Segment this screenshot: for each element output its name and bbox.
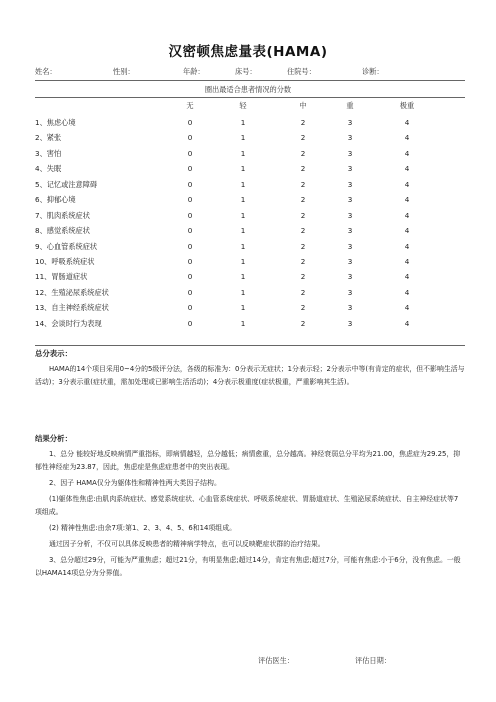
score-option[interactable]: 3	[347, 318, 353, 328]
result-paragraph: 2、因子 HAMA仅分为躯体性和精神性两大类因子结构。	[49, 479, 221, 487]
score-option[interactable]: 1	[240, 226, 246, 236]
score-option[interactable]: 1	[240, 179, 246, 189]
score-option[interactable]: 2	[300, 303, 306, 313]
result-paragraph: (2) 精神性焦虑:由余7项:第1、2、3、4、5、6和14项组成。	[49, 524, 236, 532]
result-analysis-heading: 结果分析：	[35, 434, 72, 443]
score-option[interactable]: 4	[404, 210, 410, 220]
scale-item-row	[35, 240, 465, 255]
score-option[interactable]: 2	[300, 164, 306, 174]
score-option[interactable]: 0	[187, 148, 193, 158]
evaluating-doctor-label: 评估医生：	[258, 656, 294, 665]
scale-item-label: 6、抑郁心境	[35, 195, 76, 205]
score-option[interactable]: 0	[187, 179, 193, 189]
result-paragraph: (1)躯体性焦虑:由肌肉系统症状、感觉系统症状、心血管系统症状、呼吸系统症状、胃肠道症状、生殖泌尿系统症状、自主神经症状等7项组成。	[35, 495, 459, 516]
score-option[interactable]: 3	[347, 148, 353, 158]
score-option[interactable]: 0	[187, 303, 193, 313]
score-option[interactable]: 4	[404, 256, 410, 266]
scale-item-row	[35, 147, 465, 162]
scale-item-label: 12、生殖泌尿系统症状	[35, 287, 109, 297]
score-option[interactable]: 2	[300, 133, 306, 143]
score-option[interactable]: 2	[300, 210, 306, 220]
scale-item-label: 8、感觉系统症状	[35, 226, 90, 236]
result-paragraph: 通过因子分析，不仅可以具体反映患者的精神病学特点，也可以反映靶症状群的治疗结果。	[49, 540, 325, 548]
info-gender-label: 性别：	[113, 67, 135, 76]
scale-item-row	[35, 209, 465, 224]
result-analysis-section	[35, 432, 465, 580]
result-paragraph: 1、总分 能较好地反映病情严重指标，即病情越轻，总分越低；病情愈重，总分越高。神经衰弱总分平均为21.00，焦虑症为29.25，抑郁性神经症为23.87，因此，焦虑症是焦虑症患者中的突出表现。	[35, 450, 461, 471]
score-option[interactable]: 2	[300, 118, 306, 127]
score-option[interactable]: 4	[404, 195, 410, 205]
score-option[interactable]: 3	[347, 164, 353, 174]
score-option[interactable]: 1	[240, 164, 246, 174]
scale-item-label: 3、害怕	[35, 148, 62, 158]
score-option[interactable]: 2	[300, 226, 306, 236]
total-score-text: HAMA的14个项目采用0~4分的5级评分法，各级的标准为：0分表示无症状；1分表示轻；2分表示中等(有肯定的症状，但不影响生活与活动)；3分表示重(症状重，需加处理或已影响生活活动)；4分表示极重度(症状极重，严重影响其生活)。	[35, 365, 465, 386]
score-option[interactable]: 0	[187, 226, 193, 236]
score-option[interactable]: 4	[404, 241, 410, 251]
col-header-mild: 轻	[239, 101, 247, 110]
score-option[interactable]: 4	[404, 287, 410, 297]
score-option[interactable]: 0	[187, 133, 193, 143]
scale-item-label: 5、记忆或注意障碍	[35, 179, 98, 189]
score-option[interactable]: 0	[187, 118, 193, 127]
score-option[interactable]: 2	[300, 318, 306, 328]
score-option[interactable]: 0	[187, 241, 193, 251]
score-option[interactable]: 4	[404, 318, 410, 328]
score-option[interactable]: 3	[347, 133, 353, 143]
page-title: 汉密顿焦虑量表(HAMA)	[168, 44, 328, 60]
score-option[interactable]: 1	[240, 133, 246, 143]
score-option[interactable]: 0	[187, 256, 193, 266]
scale-item-label: 14、会谈时行为表现	[35, 318, 102, 328]
score-option[interactable]: 3	[347, 241, 353, 251]
divider-bottom	[35, 345, 465, 346]
score-option[interactable]: 1	[240, 148, 246, 158]
score-option[interactable]: 2	[300, 241, 306, 251]
score-option[interactable]: 1	[240, 287, 246, 297]
score-option[interactable]: 4	[404, 303, 410, 313]
score-option[interactable]: 2	[300, 179, 306, 189]
scale-item-label: 10、呼吸系统症状	[35, 256, 95, 266]
total-score-section	[35, 347, 465, 389]
score-option[interactable]: 1	[240, 272, 246, 282]
scale-item-label: 7、肌肉系统症状	[35, 210, 90, 220]
score-option[interactable]: 2	[300, 256, 306, 266]
score-option[interactable]: 0	[187, 210, 193, 220]
score-option[interactable]: 4	[404, 148, 410, 158]
scale-item-label: 11、胃肠道症状	[35, 272, 88, 282]
info-diagnosis-label: 诊断：	[362, 67, 384, 76]
score-option[interactable]: 3	[347, 303, 353, 313]
score-option[interactable]: 3	[347, 118, 353, 127]
score-option[interactable]: 3	[347, 256, 353, 266]
score-option[interactable]: 4	[404, 179, 410, 189]
scale-item-label: 1、焦虑心境	[35, 118, 76, 127]
info-bed-label: 床号：	[235, 67, 257, 76]
scale-item-row	[35, 131, 465, 146]
scale-item-row	[35, 286, 465, 301]
divider-top	[35, 80, 465, 81]
score-option[interactable]: 1	[240, 195, 246, 205]
col-header-severe: 重	[346, 101, 354, 110]
scale-item-row	[35, 270, 465, 285]
scale-item-row	[35, 162, 465, 177]
score-option[interactable]: 4	[404, 164, 410, 174]
scale-item-row	[35, 178, 465, 193]
scale-item-row	[35, 193, 465, 208]
score-option[interactable]: 1	[240, 241, 246, 251]
score-option[interactable]: 3	[347, 272, 353, 282]
score-option[interactable]: 2	[300, 287, 306, 297]
scale-item-row	[35, 224, 465, 239]
evaluation-date-label: 评估日期：	[355, 656, 391, 665]
col-header-extreme: 极重	[399, 101, 415, 110]
score-option[interactable]: 3	[347, 195, 353, 205]
info-admission-label: 住院号：	[287, 67, 316, 76]
score-option[interactable]: 2	[300, 195, 306, 205]
score-option[interactable]: 0	[187, 272, 193, 282]
scale-item-row	[35, 317, 465, 332]
score-option[interactable]: 0	[187, 164, 193, 174]
score-option[interactable]: 2	[300, 272, 306, 282]
divider-header	[35, 97, 465, 98]
score-option[interactable]: 3	[347, 179, 353, 189]
info-name-label: 姓名：	[35, 67, 57, 76]
score-option[interactable]: 1	[240, 303, 246, 313]
scale-item-row	[35, 255, 465, 270]
score-option[interactable]: 1	[240, 210, 246, 220]
scale-item-label: 13、自主神经系统症状	[35, 303, 109, 313]
score-option[interactable]: 1	[240, 118, 246, 127]
score-option[interactable]: 0	[187, 287, 193, 297]
scale-items-list	[35, 116, 465, 332]
score-option[interactable]: 1	[240, 318, 246, 328]
col-header-none: 无	[186, 101, 194, 110]
patient-info-row	[35, 67, 465, 81]
scale-item-label: 4、失眠	[35, 164, 62, 174]
score-option[interactable]: 3	[347, 287, 353, 297]
score-option[interactable]: 1	[240, 256, 246, 266]
score-option[interactable]: 4	[404, 133, 410, 143]
result-paragraph: 3、总分超过29分，可能为严重焦虑；超过21分，有明显焦虑;超过14分，肯定有焦虑;超过7分，可能有焦虑:小于6分，没有焦虑。一般以HAMA14项总分为分界值。	[35, 556, 461, 577]
score-option[interactable]: 2	[300, 148, 306, 158]
score-option[interactable]: 3	[347, 226, 353, 236]
scale-item-row	[35, 301, 465, 316]
scale-item-label: 2、紧张	[35, 133, 62, 143]
score-option[interactable]: 4	[404, 272, 410, 282]
score-option[interactable]: 4	[404, 118, 410, 127]
score-option[interactable]: 3	[347, 210, 353, 220]
score-option[interactable]: 4	[404, 226, 410, 236]
col-header-moderate: 中	[299, 101, 307, 110]
circle-score-instruction: 圈出最适合患者情况的分数	[204, 85, 292, 94]
scale-item-row	[35, 116, 465, 131]
scale-item-label: 9、心血管系统症状	[35, 241, 98, 251]
score-option[interactable]: 0	[187, 318, 193, 328]
info-age-label: 年龄：	[183, 67, 205, 76]
total-score-heading: 总分表示：	[35, 349, 72, 358]
score-option[interactable]: 0	[187, 195, 193, 205]
